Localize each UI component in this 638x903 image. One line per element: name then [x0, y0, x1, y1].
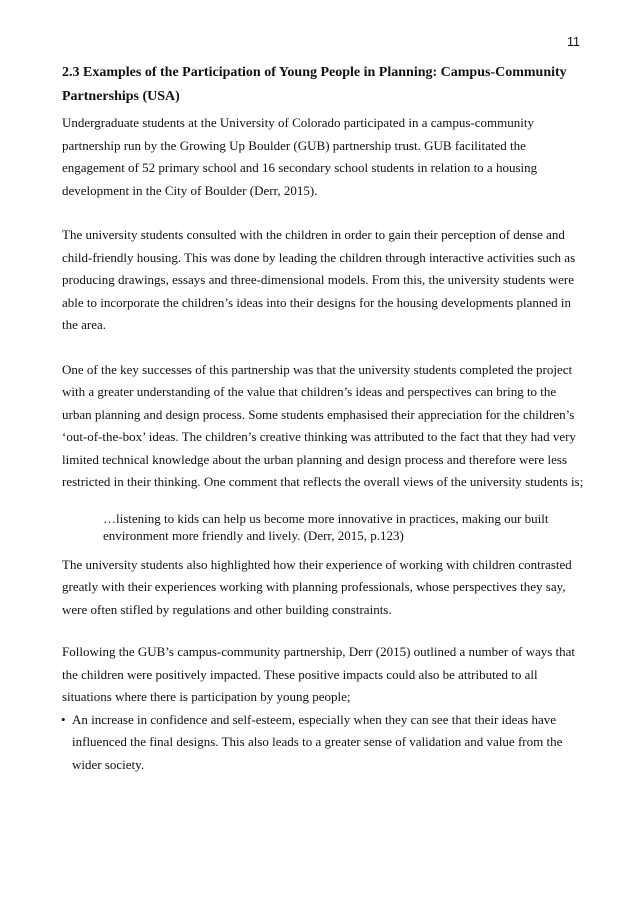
- text-line: influenced the final designs. This also leads to a greater sense of validation and value from the: [72, 734, 563, 749]
- section-heading: [62, 61, 590, 109]
- text-line: child-friendly housing. This was done by leading the children through interactive activities such as: [62, 249, 576, 265]
- list-item: [62, 709, 590, 777]
- text-line: An increase in confidence and self-esteem, especially when they can see that their ideas have: [72, 711, 557, 727]
- section-heading-line: Partnerships (USA): [62, 89, 180, 104]
- impact-bullet-list: [62, 709, 590, 777]
- document-body: [62, 61, 590, 776]
- text-line: Undergraduate students at the University of Colorado participated in a campus-community: [62, 115, 534, 130]
- quote-line: environment more friendly and lively. (Derr, 2015, p.123): [103, 527, 404, 543]
- text-line: greatly with their experiences working with planning professionals, whose perspectives they say,: [62, 579, 566, 594]
- text-line: with a greater understanding of the value that children’s ideas and perspectives can bring to the: [62, 384, 557, 399]
- paragraph-consultation: [62, 224, 590, 337]
- paragraph-professionals-contrast: [62, 554, 590, 622]
- text-line: partnership run by the Growing Up Boulder (GUB) partnership trust. GUB facilitated the: [62, 137, 526, 153]
- page-number: 11: [567, 35, 580, 49]
- text-line: were often stifled by regulations and other building constraints.: [62, 601, 392, 617]
- paragraph-positive-impacts: [62, 641, 590, 709]
- text-line: limited technical knowledge about the urban planning and design process and therefore were less: [62, 451, 568, 467]
- text-line: Following the GUB’s campus-community partnership, Derr (2015) outlined a number of ways that: [62, 644, 576, 659]
- text-line: ‘out-of-the-box’ ideas. The children’s creative thinking was attributed to the fact that they had very: [62, 429, 576, 444]
- text-line: restricted in their thinking. One comment that reflects the overall views of the university students is;: [62, 474, 584, 489]
- text-line: The university students also highlighted how their experience of working with children contrasted: [62, 556, 572, 572]
- text-line: the children were positively impacted. These positive impacts could also be attributed to all: [62, 666, 538, 682]
- text-line: development in the City of Boulder (Derr, 2015).: [62, 182, 318, 198]
- text-line: One of the key successes of this partnership was that the university students completed the project: [62, 361, 573, 377]
- text-line: engagement of 52 primary school and 16 secondary school students in relation to a housing: [62, 160, 538, 175]
- section-heading-line: 2.3 Examples of the Participation of Young People in Planning: Campus-Community: [62, 65, 567, 80]
- text-line: the area.: [62, 317, 107, 332]
- text-line: situations where there is participation by young people;: [62, 689, 351, 704]
- text-line: wider society.: [72, 756, 145, 772]
- bullet-marker: •: [61, 711, 66, 727]
- text-line: producing drawings, essays and three-dimensional models. From this, the university students were: [62, 272, 574, 287]
- block-quote: [103, 510, 563, 544]
- text-line: The university students consulted with the children in order to gain their perception of dense and: [62, 227, 565, 242]
- text-line: able to incorporate the children’s ideas into their designs for the housing developments planned in: [62, 294, 572, 310]
- quote-line: …listening to kids can help us become more innovative in practices, making our built: [103, 510, 549, 526]
- paragraph-gub-partnership: [62, 112, 590, 202]
- paragraph-key-successes: [62, 359, 590, 494]
- text-line: urban planning and design process. Some students emphasised their appreciation for the children’s: [62, 406, 575, 422]
